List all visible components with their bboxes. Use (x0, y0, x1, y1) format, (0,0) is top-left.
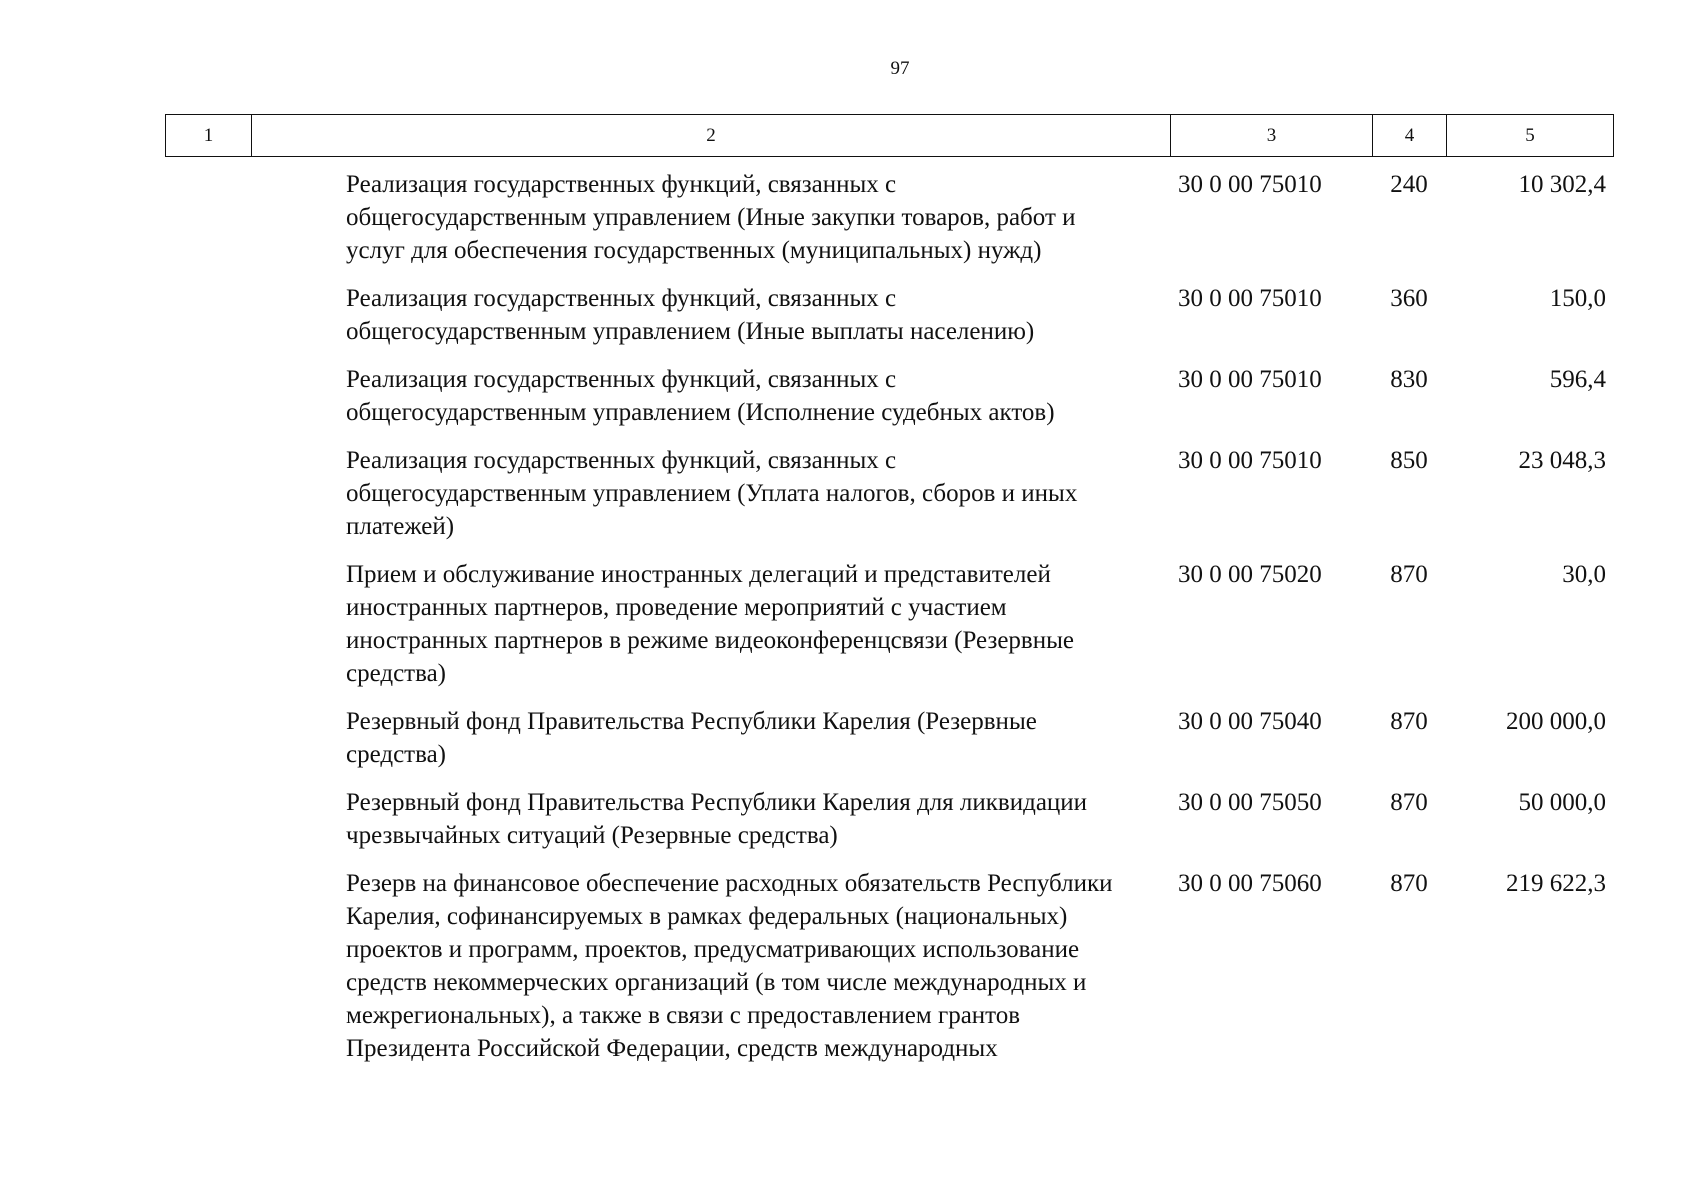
row-code: 30 0 00 75010 (1178, 171, 1322, 198)
header-col-3: 3 (1171, 115, 1373, 156)
description-line: межрегиональных), а также в связи с предоставлением грантов (346, 1002, 1021, 1029)
cell-empty (165, 168, 251, 267)
description-line: Президента Российской Федерации, средств международных (346, 1035, 998, 1062)
row-description (251, 786, 1170, 852)
description-line: Реализация государственных функций, связанных с (346, 285, 897, 312)
description-line: чрезвычайных ситуаций (Резервные средства) (346, 822, 838, 849)
cell-empty (165, 282, 251, 348)
row-type: 870 (1390, 561, 1428, 588)
table-row (165, 168, 1614, 267)
row-amount: 30,0 (1562, 561, 1606, 588)
row-amount: 200 000,0 (1506, 708, 1606, 735)
description-line: Реализация государственных функций, связанных с (346, 171, 897, 198)
row-amount: 219 622,3 (1506, 870, 1606, 897)
description-line: общегосударственным управлением (Уплата налогов, сборов и иных (346, 480, 1078, 507)
cell-empty (165, 363, 251, 429)
description-line: Карелия, софинансируемых в рамках федеральных (национальных) (346, 903, 1068, 930)
row-code: 30 0 00 75010 (1178, 366, 1322, 393)
row-description (251, 282, 1170, 348)
description-line: иностранных партнеров, проведение мероприятий с участием (346, 594, 1007, 621)
description-line: средств некоммерческих организаций (в том числе международных и (346, 969, 1087, 996)
description-line: Прием и обслуживание иностранных делегаций и представителей (346, 561, 1051, 588)
row-amount: 596,4 (1549, 366, 1606, 393)
description-line: общегосударственным управлением (Исполнение судебных актов) (346, 399, 1055, 426)
row-code: 30 0 00 75050 (1178, 789, 1322, 816)
row-code: 30 0 00 75010 (1178, 447, 1322, 474)
cell-empty (165, 444, 251, 543)
description-line: Реализация государственных функций, связанных с (346, 447, 897, 474)
row-type: 830 (1390, 366, 1428, 393)
header-col-5: 5 (1525, 124, 1535, 146)
row-type: 360 (1390, 285, 1428, 312)
description-line: Реализация государственных функций, связанных с (346, 366, 897, 393)
cell-empty (165, 705, 251, 771)
header-col-1: 1 (166, 115, 252, 156)
table-row (165, 282, 1614, 348)
header-col-2: 2 (252, 115, 1171, 156)
table-row (165, 444, 1614, 543)
row-description (251, 168, 1170, 267)
description-line: Резерв на финансовое обеспечение расходных обязательств Республики (346, 870, 1113, 897)
row-code: 30 0 00 75010 (1178, 285, 1322, 312)
cell-empty (165, 786, 251, 852)
row-type: 850 (1390, 447, 1428, 474)
row-description (251, 363, 1170, 429)
description-line: общегосударственным управлением (Иные выплаты населению) (346, 318, 1035, 345)
row-code: 30 0 00 75020 (1178, 561, 1322, 588)
cell-empty (165, 867, 251, 1065)
description-line: иностранных партнеров в режиме видеоконференцсвязи (Резервные (346, 627, 1075, 654)
description-line: услуг для обеспечения государственных (муниципальных) нужд) (346, 237, 1042, 264)
cell-empty (165, 558, 251, 690)
row-description (251, 705, 1170, 771)
description-line: Резервный фонд Правительства Республики Карелия (Резервные (346, 708, 1037, 735)
row-type: 870 (1390, 708, 1428, 735)
row-description (251, 444, 1170, 543)
table-body (165, 168, 1614, 1065)
row-type: 870 (1390, 870, 1428, 897)
description-line: платежей) (346, 513, 455, 540)
page-number: 97 (890, 58, 910, 79)
table-row (165, 867, 1614, 1065)
row-type: 870 (1390, 789, 1428, 816)
row-code: 30 0 00 75060 (1178, 870, 1322, 897)
table-row (165, 705, 1614, 771)
description-line: Резервный фонд Правительства Республики Карелия для ликвидации (346, 789, 1088, 816)
row-type: 240 (1390, 171, 1428, 198)
row-amount: 150,0 (1549, 285, 1606, 312)
row-description (251, 558, 1170, 690)
table-row (165, 363, 1614, 429)
description-line: проектов и программ, проектов, предусматривающих использование (346, 936, 1080, 963)
table-header (165, 114, 1614, 157)
header-col-4: 4 (1373, 115, 1447, 156)
description-line: общегосударственным управлением (Иные закупки товаров, работ и (346, 204, 1076, 231)
row-amount: 50 000,0 (1518, 789, 1606, 816)
row-amount: 10 302,4 (1518, 171, 1606, 198)
row-description (251, 867, 1170, 1065)
table-row (165, 558, 1614, 690)
description-line: средства) (346, 660, 446, 687)
table-row (165, 786, 1614, 852)
description-line: средства) (346, 741, 446, 768)
row-amount: 23 048,3 (1518, 447, 1606, 474)
row-code: 30 0 00 75040 (1178, 708, 1322, 735)
